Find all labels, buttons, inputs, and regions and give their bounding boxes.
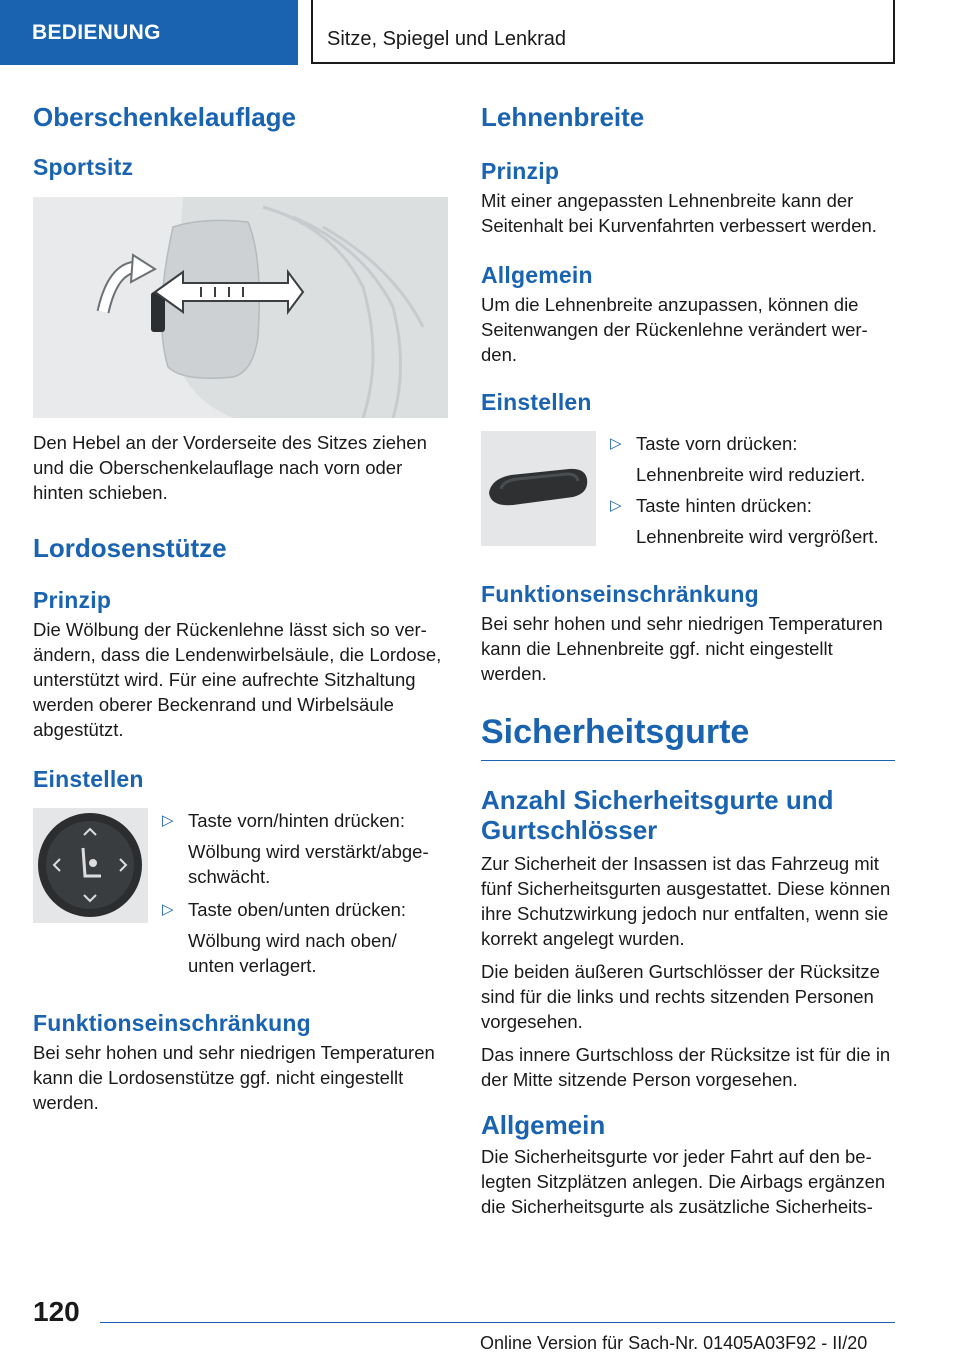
heading-sport-seat: Sportsitz	[33, 154, 134, 180]
heading-limitation: Funktionseinschränkung	[481, 581, 759, 607]
step-result: Wölbung wird nach oben/ unten verlagert.	[188, 930, 397, 976]
belt-count-text-1: Zur Sicherheit der Insassen ist das Fahrzeug mit fünf Sicherheitsgurten ausgestattet. Diese können ihre Schutzwirkung jedoch nur entfalten, wenn sie korrekt angelegt wurden.	[481, 853, 891, 949]
page-number: 120	[33, 1296, 80, 1327]
heading-limitation: Funktionseinschränkung	[33, 1010, 311, 1036]
belts-general-text: Die Sicherheitsgurte vor jeder Fahrt auf den belegten Sitzplätzen anlegen. Die Airbags ergänzen die Sicherheitsgurte als zusätzliche Sicherheits-	[481, 1146, 886, 1217]
step	[610, 431, 895, 456]
heading-lumbar-support: Lordosenstütze	[33, 533, 227, 563]
step	[610, 493, 895, 518]
width-general-text: Um die Lehnenbreite anzupassen, können die Seitenwangen der Rückenlehne verändert werden.	[481, 294, 868, 365]
belt-count-text-3: Das innere Gurtschloss der Rücksitze ist für die in der Mitte sitzende Person vorgesehen.	[481, 1044, 891, 1090]
lumbar-limitation-text: Bei sehr hohen und sehr niedrigen Temperaturen kann die Lordosenstütze ggf. nicht eingestellt werden.	[33, 1042, 435, 1113]
width-button-illustration	[481, 431, 596, 546]
section-tab: BEDIENUNG	[0, 0, 298, 65]
heading-principle: Prinzip	[33, 587, 112, 613]
step-action: Taste vorn drücken:	[636, 433, 798, 454]
heading-rule	[481, 760, 895, 761]
step-action: Taste oben/unten drücken:	[188, 899, 407, 920]
step-result: Wölbung wird verstärkt/abgeschwächt.	[188, 841, 429, 887]
step-action: Taste hinten drücken:	[636, 495, 812, 516]
thigh-support-text: Den Hebel an der Vorderseite des Sitzes ziehen und die Oberschenkelauflage nach vorn oder hinten schieben.	[33, 432, 427, 503]
heading-seat-belts: Sicherheitsgurte	[481, 713, 750, 751]
heading-thigh-support: Oberschenkelauflage	[33, 102, 296, 132]
width-instructions	[481, 431, 895, 549]
heading-principle: Prinzip	[481, 158, 560, 184]
heading-adjust: Einstellen	[33, 766, 144, 792]
heading-adjust: Einstellen	[481, 389, 592, 415]
chapter-title: Sitze, Spiegel und Lenkrad	[311, 0, 895, 64]
triangle-icon: ▷	[162, 812, 174, 829]
triangle-icon: ▷	[610, 497, 622, 514]
seat-thigh-support-illustration	[33, 197, 448, 418]
width-limitation-text: Bei sehr hohen und sehr niedrigen Temperaturen kann die Lehnenbreite ggf. nicht eingestellt werden.	[481, 613, 883, 684]
footer-text: Online Version für Sach-Nr. 01405A03F92 - II/20	[480, 1333, 868, 1353]
step-action: Taste vorn/hinten drücken:	[188, 810, 405, 831]
heading-belt-count: Anzahl Sicherheitsgurte und Gurtschlösser	[481, 785, 834, 845]
lumbar-principle-text: Die Wölbung der Rückenlehne lässt sich so verändern, dass die Lendenwirbelsäule, die Lordose, unterstützt wird. Für eine aufrechte Sitzhaltung werden oberer Beckenrand und Wirbelsäule abgestützt.	[33, 619, 442, 740]
heading-backrest-width: Lehnenbreite	[481, 102, 645, 132]
footer-rule	[100, 1322, 895, 1323]
lumbar-instructions	[33, 808, 448, 978]
heading-general: Allgemein	[481, 262, 593, 288]
step	[162, 897, 448, 922]
lumbar-button-illustration	[33, 808, 148, 923]
belt-count-text-2: Die beiden äußeren Gurtschlösser der Rücksitze sind für die links und rechts sitzenden Personen vorgesehen.	[481, 961, 880, 1032]
step	[162, 808, 448, 833]
left-column	[33, 100, 448, 1115]
step-result: Lehnenbreite wird vergrößert.	[636, 526, 879, 547]
triangle-icon: ▷	[610, 435, 622, 452]
right-column	[481, 100, 895, 1219]
heading-general: Allgemein	[481, 1110, 606, 1140]
step-result: Lehnenbreite wird reduziert.	[636, 464, 866, 485]
width-principle-text: Mit einer angepassten Lehnenbreite kann der Seitenhalt bei Kurvenfahrten verbessert werden.	[481, 190, 877, 236]
triangle-icon: ▷	[162, 901, 174, 918]
